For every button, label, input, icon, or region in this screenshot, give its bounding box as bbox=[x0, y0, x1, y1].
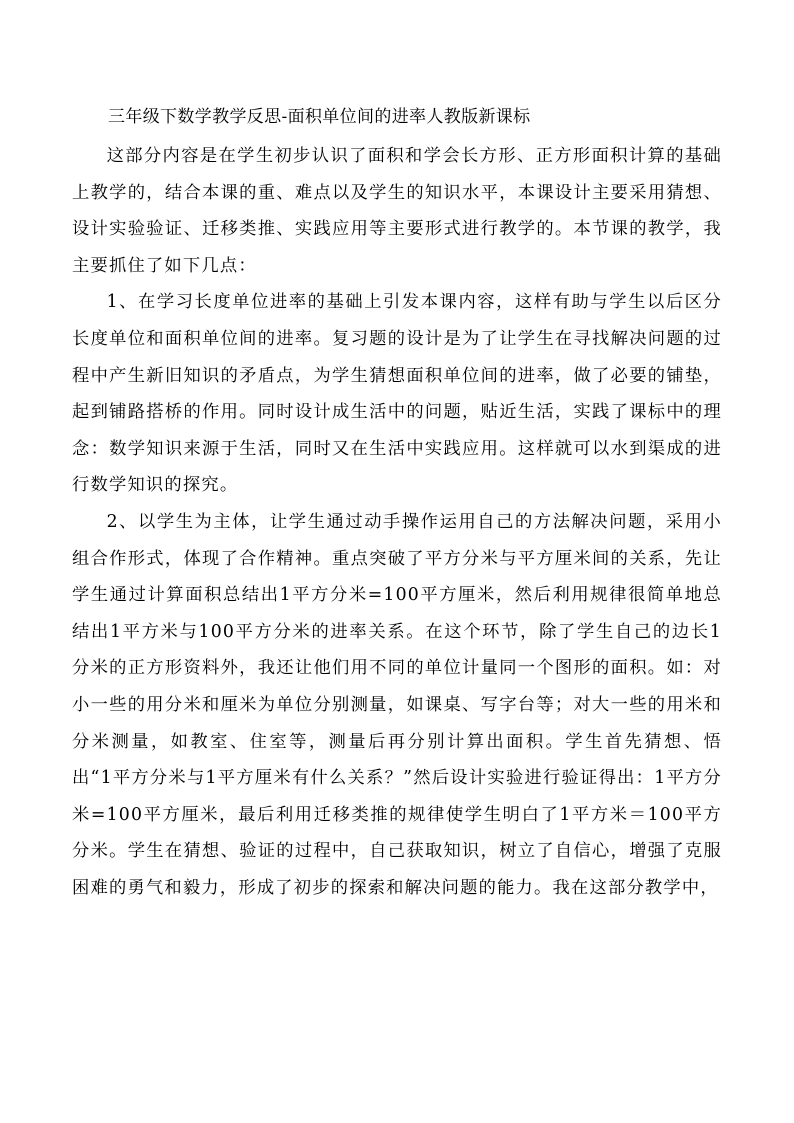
paragraph-point-1: 1、在学习长度单位进率的基础上引发本课内容，这样有助与学生以后区分长度单位和面积单位间的进率。复习题的设计是为了让学生在寻找解决问题的过程中产生新旧知识的矛盾点，为学生猜想面积单位间的进率，做了必要的铺垫，起到铺路搭桥的作用。同时设计成生活中的问题，贴近生活，实践了课标中的理念：数学知识来源于生活，同时又在生活中实践应用。这样就可以水到渠成的进行数学知识的探究。 bbox=[72, 292, 722, 496]
paragraph-point-2: 2、以学生为主体，让学生通过动手操作运用自己的方法解决问题，采用小组合作形式，体现了合作精神。重点突破了平方分米与平方厘米间的关系，先让学生通过计算面积总结出1平方分米=100平方厘米，然后利用规律很简单地总结出1平方米与100平方分米的进率关系。在这个环节，除了学生自己的边长1分米的正方形资料外，我还让他们用不同的单位计量同一个图形的面积。如：对小一些的用分米和厘米为单位分别测量，如课桌、写字台等；对大一些的用米和分米测量，如教室、住室等，测量后再分别计算出面积。学生首先猜想、悟出“1平方分米与1平方厘米有什么关系？”然后设计实验进行验证得出：1平方分米=100平方厘米，最后利用迁移类推的规律使学生明白了1平方米＝100平方分米。学生在猜想、验证的过程中，自己获取知识，树立了自信心，增强了克服困难的勇气和毅力，形成了初步的探索和解决问题的能力。我在这部分教学中， bbox=[72, 511, 722, 898]
document-title: 三年级下数学教学反思-面积单位间的进率人教版新课标 bbox=[108, 107, 531, 127]
paragraph-intro: 这部分内容是在学生初步认识了面积和学会长方形、正方形面积计算的基础上教学的，结合本课的重、难点以及学生的知识水平，本课设计主要采用猜想、设计实验验证、迁移类推、实践应用等主要形式进行教学的。本节课的教学，我主要抓住了如下几点： bbox=[72, 146, 722, 276]
document-body bbox=[72, 138, 722, 906]
